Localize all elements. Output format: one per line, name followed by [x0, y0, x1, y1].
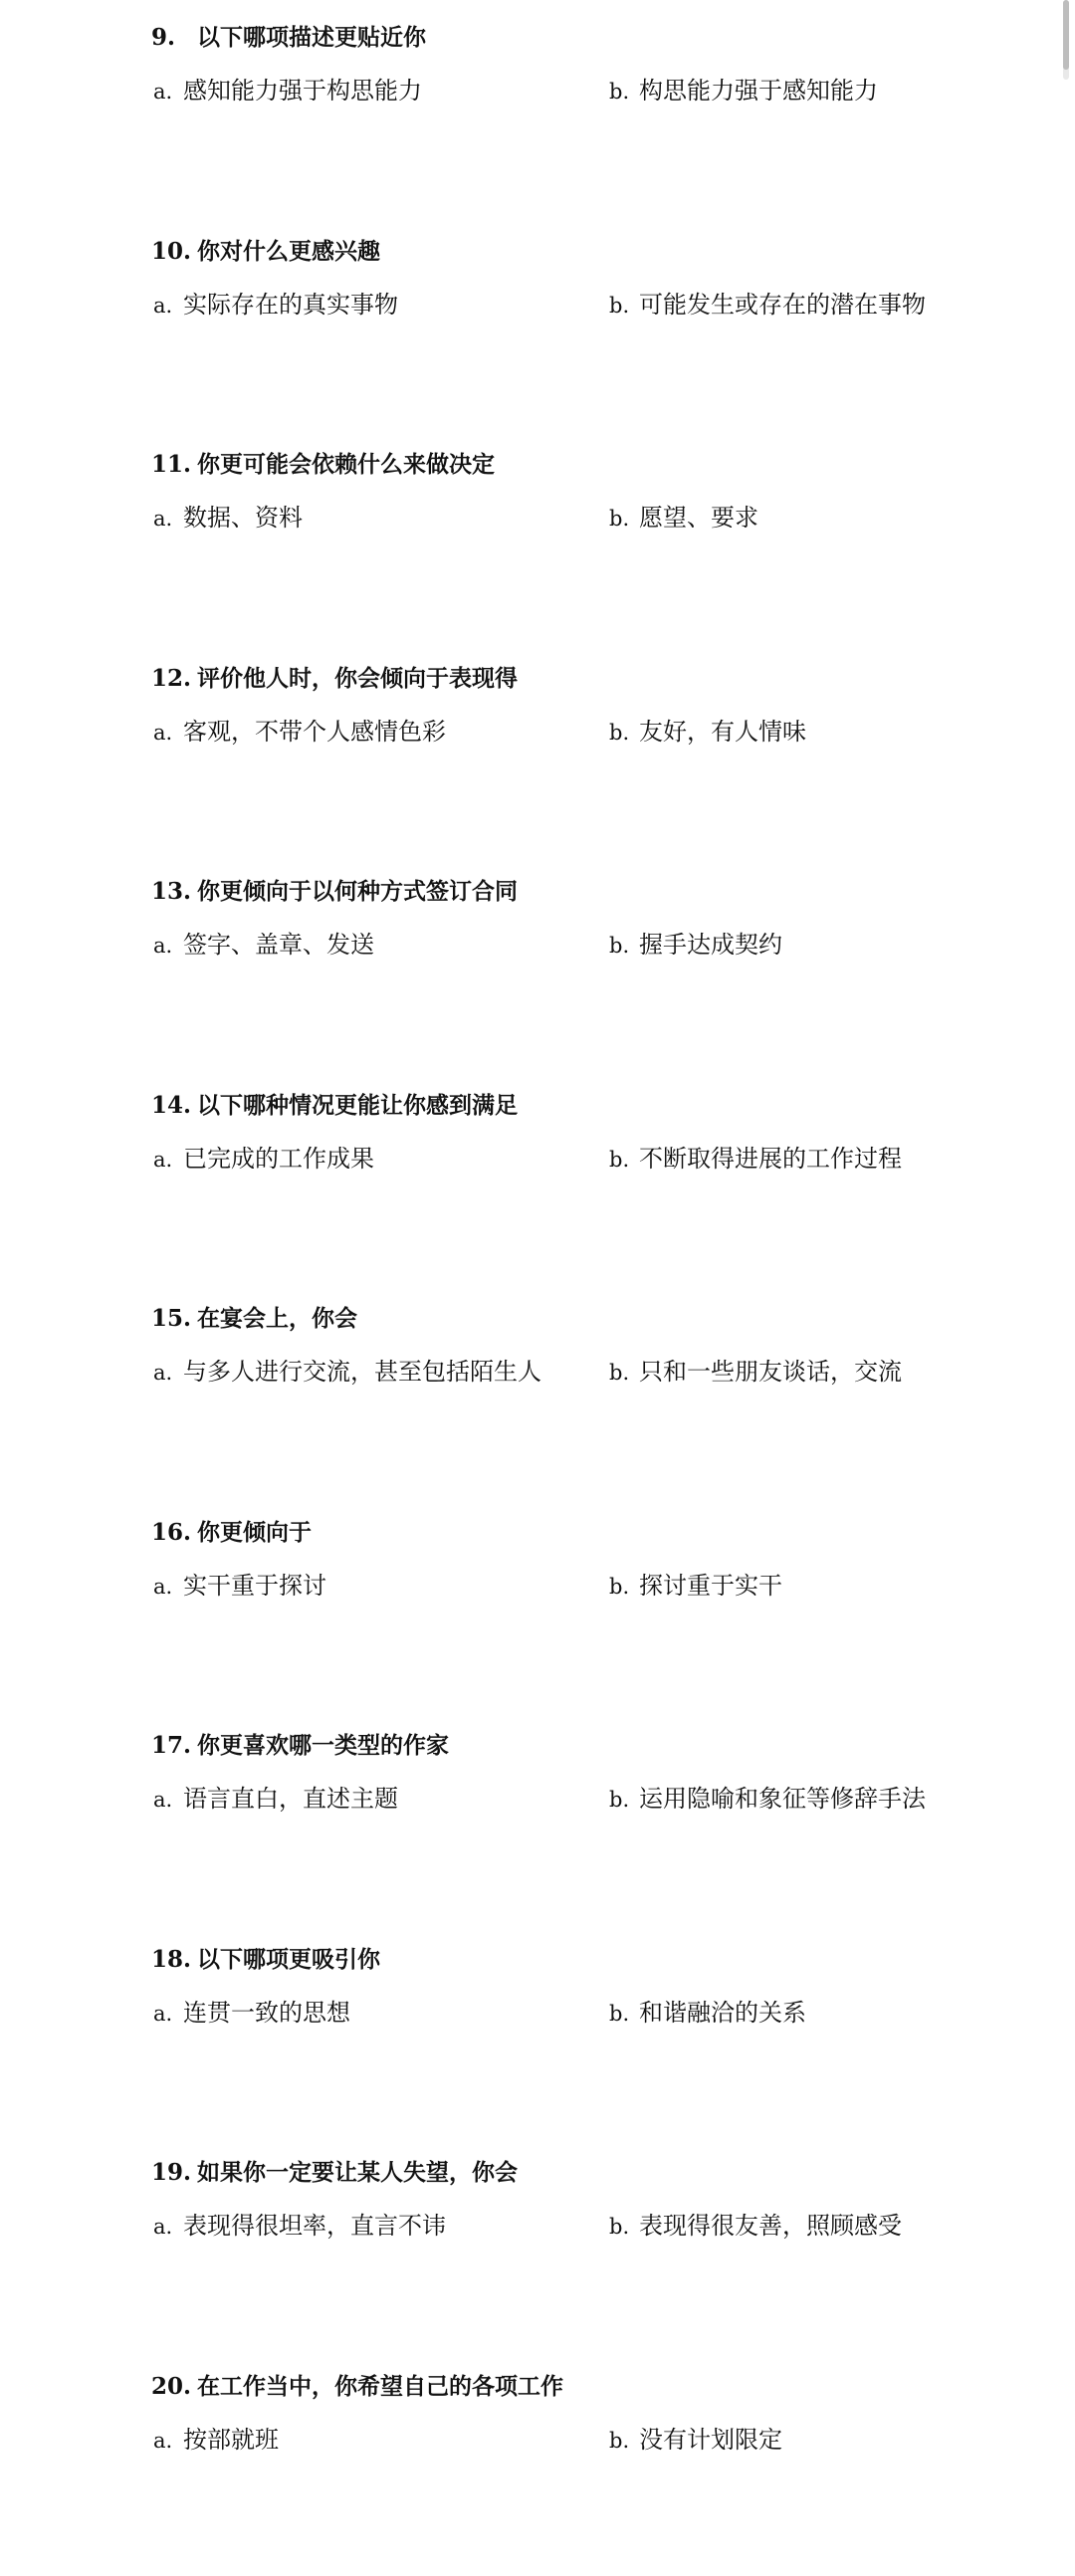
option-text: 感知能力强于构思能力 — [183, 77, 422, 105]
option-letter: a. — [153, 1994, 183, 2034]
question-item — [151, 228, 1047, 442]
option-text: 签字、盖章、发送 — [183, 931, 374, 959]
option-letter: a. — [153, 2421, 183, 2461]
option-b[interactable] — [609, 2420, 782, 2460]
option-a[interactable] — [153, 71, 422, 110]
question-title — [151, 659, 518, 699]
question-title — [151, 232, 380, 272]
option-letter: b. — [609, 1994, 639, 2034]
option-a[interactable] — [153, 925, 374, 965]
question-text: 在工作当中，你希望自己的各项工作 — [197, 2374, 563, 2400]
question-item — [151, 1295, 1047, 1509]
option-letter: b. — [609, 2421, 639, 2461]
question-number: 10. — [151, 232, 197, 272]
question-number: 19. — [151, 2153, 197, 2193]
option-a[interactable] — [153, 2420, 279, 2460]
option-a[interactable] — [153, 1566, 326, 1606]
question-number: 16. — [151, 1513, 197, 1553]
option-b[interactable] — [609, 2206, 902, 2246]
option-letter: a. — [153, 499, 183, 538]
option-letter: a. — [153, 2207, 183, 2247]
option-b[interactable] — [609, 71, 878, 110]
option-a[interactable] — [153, 1139, 374, 1179]
option-text: 按部就班 — [183, 2426, 279, 2454]
question-item — [151, 1082, 1047, 1296]
option-letter: a. — [153, 1140, 183, 1180]
question-item — [151, 441, 1047, 655]
option-text: 运用隐喻和象征等修辞手法 — [639, 1785, 926, 1813]
option-text: 已完成的工作成果 — [183, 1145, 374, 1173]
option-letter: b. — [609, 2207, 639, 2247]
option-b[interactable] — [609, 285, 926, 324]
option-b[interactable] — [609, 1139, 902, 1179]
question-number: 11. — [151, 445, 197, 485]
question-item — [151, 2149, 1047, 2363]
option-text: 表现得很友善，照顾感受 — [639, 2212, 902, 2240]
question-item — [151, 1722, 1047, 1936]
question-number: 20. — [151, 2367, 197, 2407]
question-title — [151, 872, 518, 912]
question-title — [151, 2367, 563, 2407]
option-text: 与多人进行交流，甚至包括陌生人 — [183, 1358, 541, 1386]
option-text: 握手达成契约 — [639, 931, 782, 959]
option-letter: a. — [153, 286, 183, 325]
question-title — [151, 2153, 518, 2193]
option-text: 数据、资料 — [183, 504, 303, 532]
option-letter: a. — [153, 1567, 183, 1607]
question-number: 18. — [151, 1940, 197, 1980]
option-a[interactable] — [153, 2206, 446, 2246]
option-text: 语言直白，直述主题 — [183, 1785, 398, 1813]
question-text: 你更可能会依赖什么来做决定 — [197, 452, 495, 478]
option-b[interactable] — [609, 1779, 926, 1819]
option-text: 实际存在的真实事物 — [183, 291, 398, 319]
option-b[interactable] — [609, 1352, 902, 1392]
option-text: 没有计划限定 — [639, 2426, 782, 2454]
option-letter: a. — [153, 926, 183, 966]
question-number: 14. — [151, 1086, 197, 1126]
option-text: 和谐融洽的关系 — [639, 1999, 806, 2027]
question-number: 17. — [151, 1726, 197, 1766]
question-text: 评价他人时，你会倾向于表现得 — [197, 666, 518, 692]
option-b[interactable] — [609, 498, 758, 537]
question-number: 15. — [151, 1299, 197, 1339]
option-text: 愿望、要求 — [639, 504, 758, 532]
question-item — [151, 1509, 1047, 1723]
question-item — [151, 14, 1047, 228]
option-a[interactable] — [153, 712, 446, 751]
question-text: 如果你一定要让某人失望，你会 — [197, 2160, 518, 2186]
question-list — [151, 14, 1047, 2576]
question-text: 你更倾向于以何种方式签订合同 — [197, 879, 518, 905]
question-text: 你更倾向于 — [197, 1520, 312, 1546]
option-text: 连贯一致的思想 — [183, 1999, 350, 2027]
option-letter: b. — [609, 499, 639, 538]
option-letter: b. — [609, 713, 639, 752]
option-b[interactable] — [609, 1566, 782, 1606]
option-letter: b. — [609, 926, 639, 966]
option-text: 只和一些朋友谈话，交流 — [639, 1358, 902, 1386]
option-letter: b. — [609, 1780, 639, 1820]
question-text: 你更喜欢哪一类型的作家 — [197, 1733, 449, 1759]
option-text: 表现得很坦率，直言不讳 — [183, 2212, 446, 2240]
question-title — [151, 445, 495, 485]
question-title — [151, 1940, 380, 1980]
option-a[interactable] — [153, 1779, 398, 1819]
question-number: 9. — [151, 18, 197, 58]
question-title — [151, 18, 426, 58]
question-text: 以下哪项描述更贴近你 — [197, 25, 426, 51]
option-text: 不断取得进展的工作过程 — [639, 1145, 902, 1173]
question-item — [151, 655, 1047, 869]
option-letter: b. — [609, 72, 639, 111]
question-text: 在宴会上，你会 — [197, 1306, 357, 1332]
option-letter: a. — [153, 1780, 183, 1820]
question-title — [151, 1299, 357, 1339]
option-text: 客观，不带个人感情色彩 — [183, 718, 446, 746]
question-item — [151, 2363, 1047, 2576]
question-title — [151, 1513, 312, 1553]
option-letter: a. — [153, 1353, 183, 1393]
option-letter: a. — [153, 713, 183, 752]
option-letter: b. — [609, 1140, 639, 1180]
option-a[interactable] — [153, 498, 303, 537]
scrollbar[interactable] — [1061, 0, 1071, 80]
question-title — [151, 1726, 449, 1766]
option-letter: b. — [609, 1567, 639, 1607]
option-text: 可能发生或存在的潜在事物 — [639, 291, 926, 319]
question-title — [151, 1086, 518, 1126]
question-item — [151, 1936, 1047, 2150]
option-a[interactable] — [153, 285, 398, 324]
question-text: 你对什么更感兴趣 — [197, 239, 380, 265]
option-a[interactable] — [153, 1352, 541, 1392]
option-b[interactable] — [609, 712, 806, 751]
option-text: 实干重于探讨 — [183, 1572, 326, 1600]
option-a[interactable] — [153, 1993, 350, 2033]
option-text: 构思能力强于感知能力 — [639, 77, 878, 105]
option-text: 友好，有人情味 — [639, 718, 806, 746]
question-item — [151, 868, 1047, 1082]
option-letter: a. — [153, 72, 183, 111]
option-text: 探讨重于实干 — [639, 1572, 782, 1600]
option-letter: b. — [609, 286, 639, 325]
option-letter: b. — [609, 1353, 639, 1393]
question-number: 12. — [151, 659, 197, 699]
option-b[interactable] — [609, 925, 782, 965]
scrollbar-thumb[interactable] — [1063, 0, 1069, 70]
question-text: 以下哪种情况更能让你感到满足 — [197, 1093, 518, 1119]
question-text: 以下哪项更吸引你 — [197, 1947, 380, 1973]
option-b[interactable] — [609, 1993, 806, 2033]
question-number: 13. — [151, 872, 197, 912]
